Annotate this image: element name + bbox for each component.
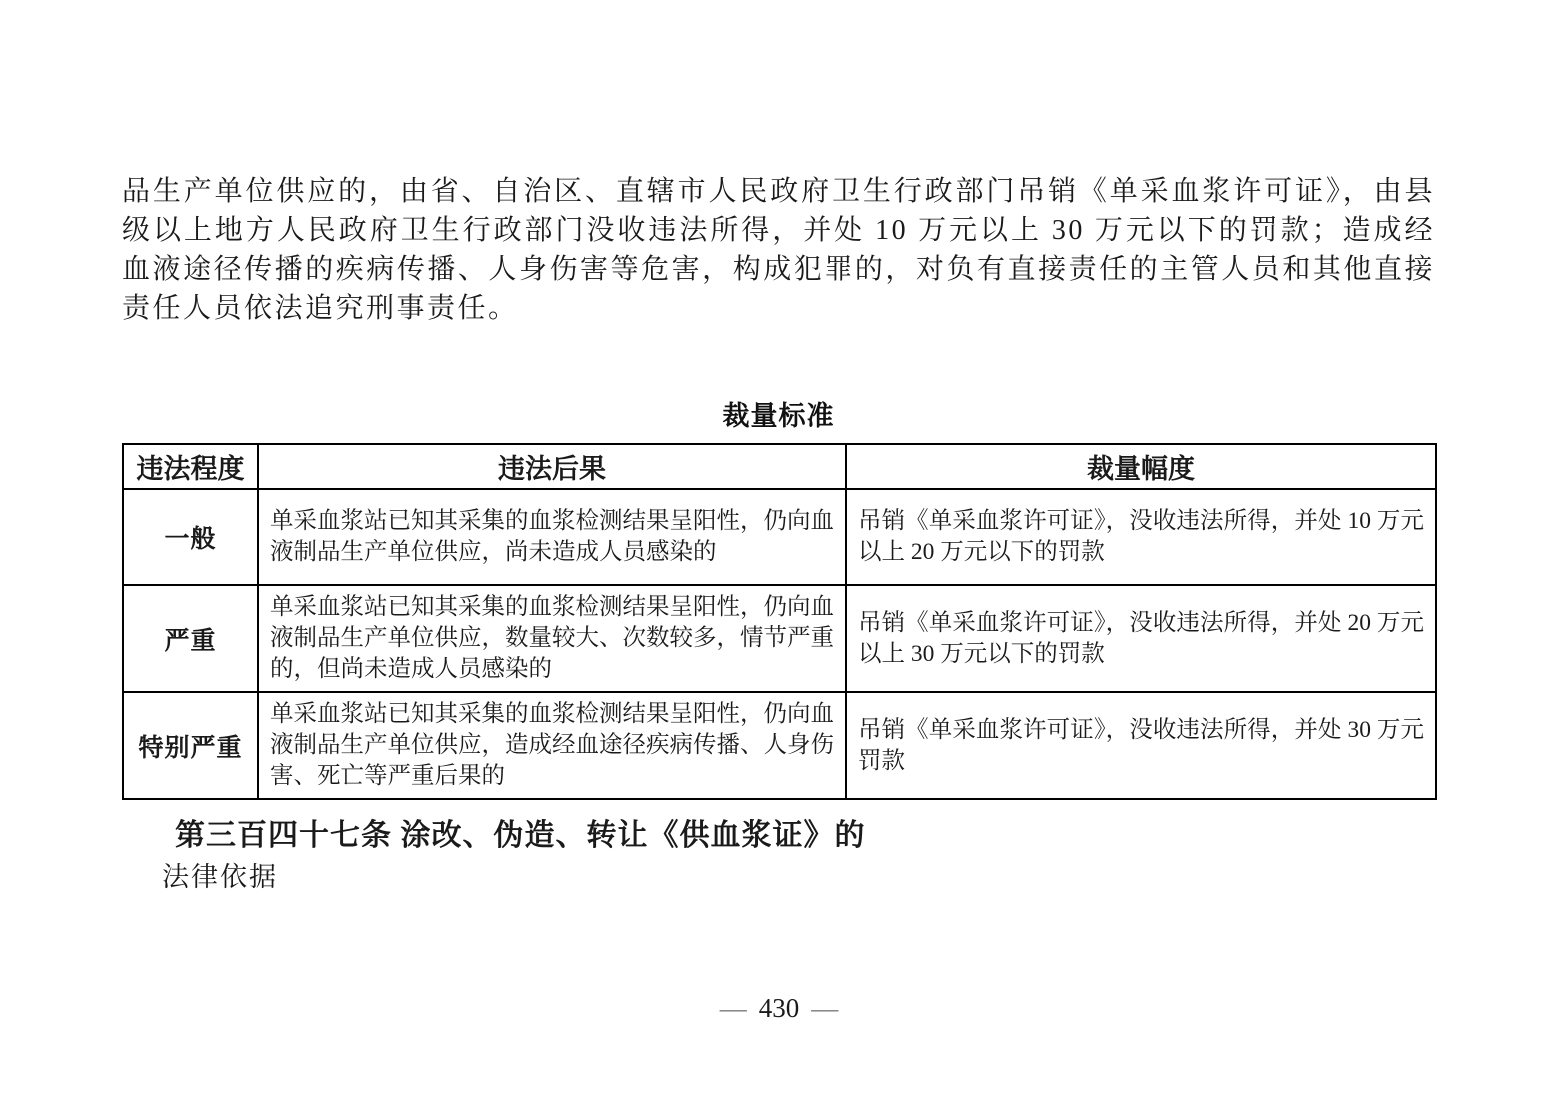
table-title: 裁量标准 [722, 401, 835, 431]
header-cell-range: 裁量幅度 [846, 444, 1436, 489]
page-dash-left: — [719, 993, 747, 1023]
degree-cell: 一般 [123, 489, 258, 585]
page-number [0, 993, 1558, 1023]
discretion-table [122, 443, 1437, 800]
range-cell: 吊销《单采血浆许可证》，没收违法所得，并处 10 万元以上 20 万元以下的罚款 [846, 489, 1436, 585]
header-cell-degree: 违法程度 [123, 444, 258, 489]
consequence-cell: 单采血浆站已知其采集的血浆检测结果呈阳性，仍向血液制品生产单位供应，尚未造成人员感染的 [258, 489, 846, 585]
page-dash-right: — [811, 993, 839, 1023]
degree-cell: 特别严重 [123, 692, 258, 799]
table-row [123, 692, 1436, 799]
header-cell-consequence: 违法后果 [258, 444, 846, 489]
table-row [123, 585, 1436, 692]
consequence-cell: 单采血浆站已知其采集的血浆检测结果呈阳性，仍向血液制品生产单位供应，数量较大、次数较多，情节严重的，但尚未造成人员感染的 [258, 585, 846, 692]
range-cell: 吊销《单采血浆许可证》，没收违法所得，并处 30 万元罚款 [846, 692, 1436, 799]
table-header-row [123, 444, 1436, 489]
article-heading: 第三百四十七条 涂改、伪造、转让《供血浆证》的 [175, 819, 866, 852]
page-number-value: 430 [758, 993, 800, 1023]
table-row [123, 489, 1436, 585]
degree-cell: 严重 [123, 585, 258, 692]
consequence-cell: 单采血浆站已知其采集的血浆检测结果呈阳性，仍向血液制品生产单位供应，造成经血途径疾病传播、人身伤害、死亡等严重后果的 [258, 692, 846, 799]
body-paragraph: 品生产单位供应的，由省、自治区、直辖市人民政府卫生行政部门吊销《单采血浆许可证》，由县级以上地方人民政府卫生行政部门没收违法所得，并处 10 万元以上 30 万元以下的罚款；造成经血液途径传播的疾病传播、人身伤害等危害，构成犯罪的，对负有直接责任的主管人员和其他直接责任人员依法追究刑事责任。 [122, 176, 1435, 324]
range-cell: 吊销《单采血浆许可证》，没收违法所得，并处 20 万元以上 30 万元以下的罚款 [846, 585, 1436, 692]
article-subheading: 法律依据 [162, 862, 278, 892]
